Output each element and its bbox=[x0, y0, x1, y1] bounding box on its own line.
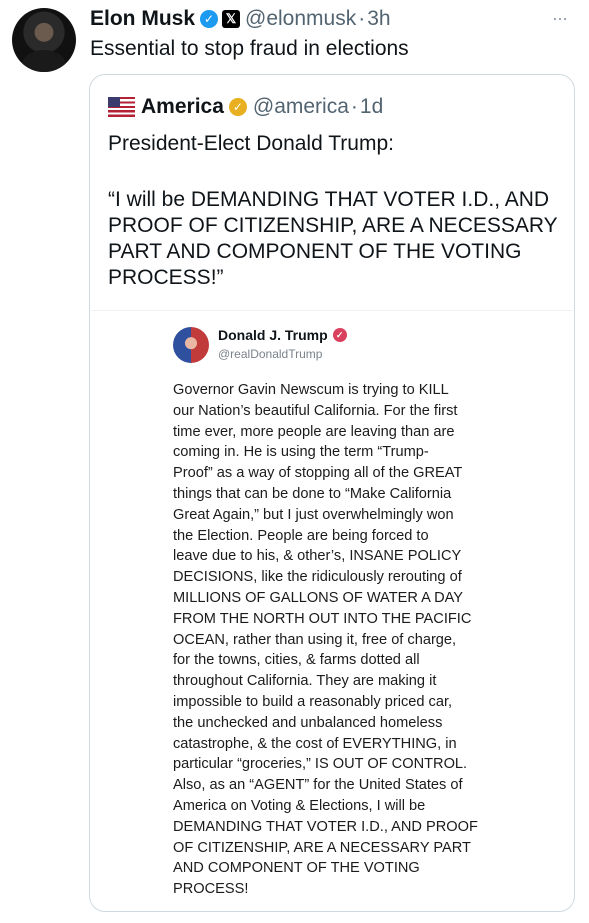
us-flag-icon bbox=[108, 97, 135, 117]
tweet-header bbox=[90, 7, 391, 31]
author-name[interactable]: Elon Musk bbox=[90, 7, 196, 30]
quote-timestamp[interactable]: 1d bbox=[359, 95, 384, 118]
quote-separator-dot: · bbox=[350, 95, 358, 118]
quote-author-name[interactable]: America bbox=[141, 95, 224, 118]
quote-intro-text: President-Elect Donald Trump: bbox=[108, 132, 394, 155]
separator-dot: · bbox=[358, 7, 366, 30]
truth-author-name: Donald J. Trump bbox=[218, 327, 328, 343]
quote-header bbox=[108, 95, 383, 119]
tweet-text: Essential to stop fraud in elections bbox=[90, 37, 409, 60]
truth-social-screenshot[interactable] bbox=[91, 310, 573, 912]
x-affiliation-icon[interactable]: 𝕏 bbox=[222, 10, 240, 28]
verified-badge-icon[interactable]: ✓ bbox=[200, 10, 218, 28]
timestamp[interactable]: 3h bbox=[367, 7, 391, 30]
quote-body-text: “I will be DEMANDING THAT VOTER I.D., AND PROOF OF CITIZENSHIP, ARE A NECESSARY PART AND COMPONENT OF THE VOTING PROCESS!” bbox=[108, 188, 558, 289]
truth-author-row bbox=[218, 327, 347, 343]
truth-author-handle: @realDonaldTrump bbox=[218, 347, 323, 361]
verified-org-badge-icon: ✓ bbox=[229, 98, 247, 116]
quoted-tweet[interactable] bbox=[89, 74, 575, 912]
author-handle[interactable]: @elonmusk bbox=[245, 7, 357, 30]
trump-avatar bbox=[173, 327, 209, 363]
truth-verified-badge-icon: ✓ bbox=[333, 328, 347, 342]
more-options-icon[interactable]: ··· bbox=[552, 8, 567, 28]
avatar[interactable] bbox=[12, 8, 76, 72]
quote-author-handle[interactable]: @america bbox=[252, 95, 349, 118]
truth-post-body: Governor Gavin Newscum is trying to KILL our Nation’s beautiful California. For the first time ever, more people are leaving than are coming in. He is using the term “Trump- Proof” as a way of stopping all of the GREAT things that can be done to “Make California Great Again,” but I just overwhelmingly won the Election. People are being forced to leave due to his, & other’s, INSANE POLICY DECISIONS, like the ridiculously rerouting of MILLIONS OF GALLONS OF WATER A DAY FROM THE NORTH OUT INTO THE PACIFIC OCEAN, rather than using it, free of charge, for the towns, cities, & farms dotted all throughout California. They are making it impossible to build a reasonably priced car, the unchecked and unbalanced homeless catastrophe, & the cost of EVERYTHING, in particular “groceries,” IS OUT OF CONTROL. Also, as an “AGENT” for the United States of America on Voting & Elections, I will be DEMANDING THAT VOTER I.D., AND PROOF OF CITIZENSHIP, ARE A NECESSARY PART AND COMPONENT OF THE VOTING PROCESS! bbox=[173, 382, 478, 898]
